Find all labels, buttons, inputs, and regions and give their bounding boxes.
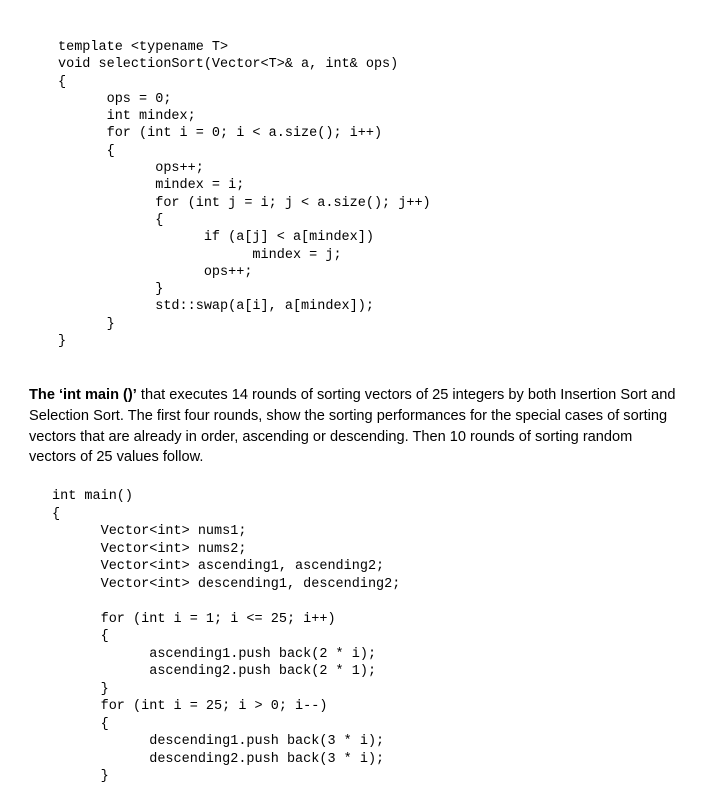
code-line: for (int i = 1; i <= 25; i++) xyxy=(52,611,336,627)
code-line: int main() xyxy=(52,489,134,504)
code-line: Vector<int> descending1, descending2; xyxy=(52,576,401,592)
selection-sort-code-block xyxy=(58,39,431,350)
code-line: void selectionSort(Vector<T>& a, int& ops) xyxy=(58,57,399,73)
code-line: } xyxy=(52,681,109,697)
code-line: int mindex; xyxy=(58,109,196,125)
code-line: } xyxy=(58,334,67,350)
description-paragraph xyxy=(29,385,679,468)
main-function-code-block xyxy=(52,488,400,786)
code-line: for (int j = i; j < a.size(); j++) xyxy=(58,195,431,211)
code-line: { xyxy=(52,629,109,644)
code-line: mindex = i; xyxy=(58,178,245,194)
code-line: for (int i = 25; i > 0; i--) xyxy=(52,699,328,714)
code-line: ascending1.push back(2 * i); xyxy=(52,646,377,662)
code-line: { xyxy=(52,506,61,522)
code-line: ascending2.push back(2 * 1); xyxy=(52,664,377,679)
code-line: } xyxy=(52,769,109,784)
code-line: descending2.push back(3 * i); xyxy=(52,751,385,767)
code-line: template <typename T> xyxy=(58,40,229,55)
code-line: Vector<int> nums2; xyxy=(52,541,247,557)
code-line: { xyxy=(52,716,109,732)
code-line: } xyxy=(58,282,164,298)
code-line: { xyxy=(58,143,115,159)
code-line: ops++; xyxy=(58,161,204,177)
description-bold-lead: The ‘int main ()’ xyxy=(29,387,137,403)
code-line: descending1.push back(3 * i); xyxy=(52,734,385,749)
code-line: ops = 0; xyxy=(58,91,172,107)
code-line: for (int i = 0; i < a.size(); i++) xyxy=(58,126,383,142)
code-line xyxy=(52,593,400,611)
code-line: ops++; xyxy=(58,264,253,280)
description-text: that executes 14 rounds of sorting vectors of 25 integers by both Insertion Sort and Selection Sort. The first four rounds, show the sorting performances for the special cases of sorting vectors that are already in order, ascending or descending. Then 10 rounds of sorting random vectors of 25 values follow. xyxy=(29,387,676,466)
code-line: } xyxy=(58,316,115,332)
code-line: mindex = j; xyxy=(58,247,342,263)
code-line: Vector<int> nums1; xyxy=(52,524,247,539)
code-line: { xyxy=(58,212,164,228)
code-line: if (a[j] < a[mindex]) xyxy=(58,230,374,246)
code-line: { xyxy=(58,74,67,90)
code-line: std::swap(a[i], a[mindex]); xyxy=(58,299,374,315)
code-line: Vector<int> ascending1, ascending2; xyxy=(52,559,385,574)
